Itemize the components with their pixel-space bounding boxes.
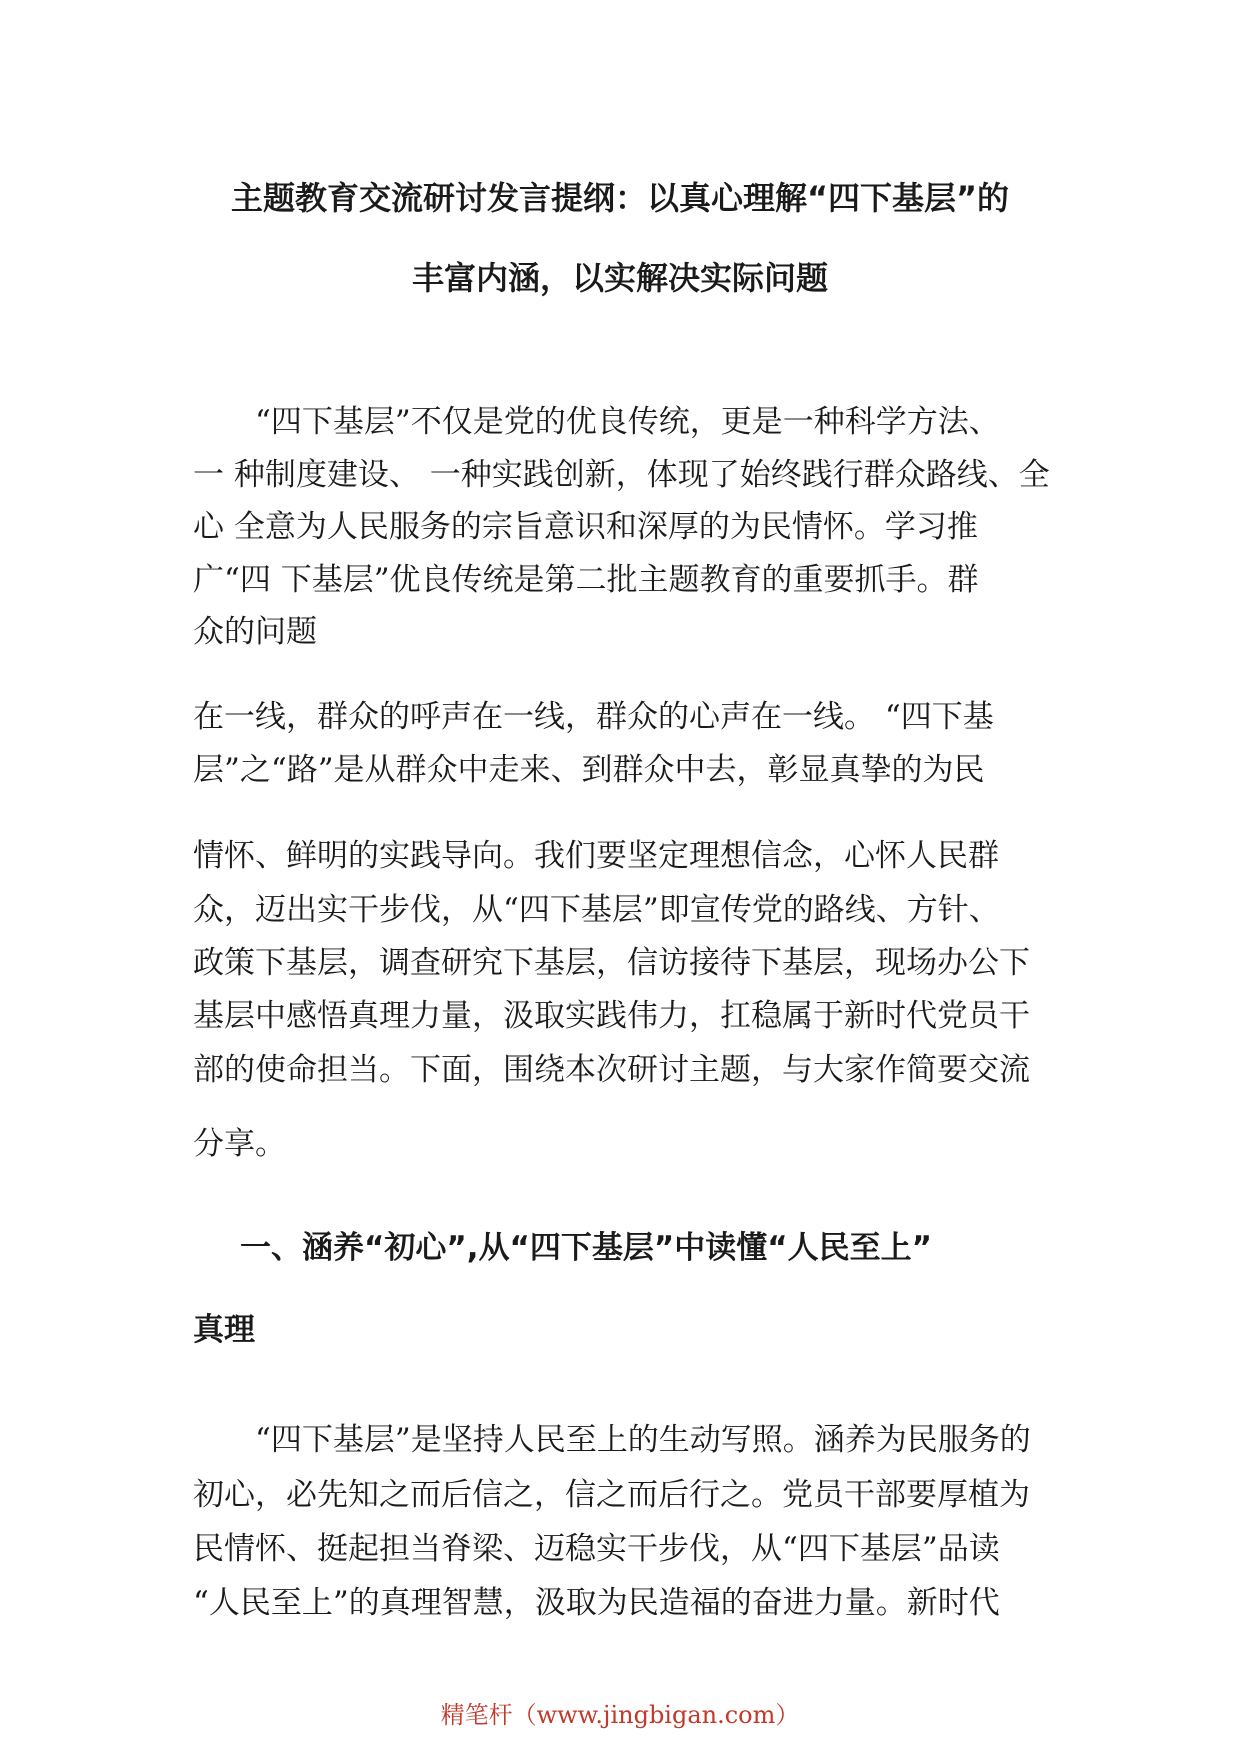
paragraph-1-line-1: “四下基层”不仅是党的优良传统，更是一种科学方法、: [255, 404, 1000, 440]
paragraph-2-line-4: “人民至上”的真理智慧，汲取为民造福的奋进力量。新时代: [193, 1585, 1000, 1621]
document-title-line-2: 丰富内涵，以实解决实际问题: [411, 259, 828, 297]
paragraph-1-line-3: 心 全意为人民服务的宗旨意识和深厚的为民情怀。学习推: [193, 509, 978, 545]
paragraph-1-line-10: 政策下基层，调查研究下基层，信访接待下基层，现场办公下: [193, 945, 1030, 981]
paragraph-1-line-9: 众，迈出实干步伐，从“四下基层”即宣传党的路线、方针、: [193, 892, 1000, 928]
paragraph-2-line-3: 民情怀、挺起担当脊梁、迈稳实干步伐，从“四下基层”品读: [193, 1531, 1000, 1567]
paragraph-1-line-5: 众的问题: [193, 614, 317, 650]
document-title-line-1: 主题教育交流研讨发言提纲：以真心理解“四下基层”的: [230, 179, 1010, 217]
paragraph-1-line-11: 基层中感悟真理力量，汲取实践伟力，扛稳属于新时代党员干: [193, 998, 1030, 1034]
paragraph-1-line-8: 情怀、鲜明的实践导向。我们要坚定理想信念，心怀人民群: [193, 838, 999, 874]
paragraph-2-line-1: “四下基层”是坚持人民至上的生动写照。涵养为民服务的: [255, 1422, 1031, 1458]
paragraph-1-line-7: 层”之“路”是从群众中走来、到群众中去，彰显真挚的为民: [193, 752, 985, 788]
footer-watermark: 精笔杆（www.jingbigan.com）: [440, 1701, 800, 1729]
section-heading-1-line-1: 一、涵养“初心”,从“四下基层”中读懂“人民至上”: [240, 1230, 933, 1266]
paragraph-1-line-13: 分享。: [193, 1126, 286, 1162]
paragraph-2-line-2: 初心，必先知之而后信之，信之而后行之。党员干部要厚植为: [193, 1477, 1030, 1513]
paragraph-1-line-2: 一 种制度建设、 一种实践创新，体现了始终践行群众路线、全: [193, 457, 1050, 493]
section-heading-1-line-2: 真理: [193, 1312, 255, 1348]
paragraph-1-line-6: 在一线，群众的呼声在一线，群众的心声在一线。 “四下基: [193, 699, 994, 735]
paragraph-1-line-4: 广“四 下基层”优良传统是第二批主题教育的重要抓手。群: [193, 562, 979, 598]
paragraph-1-line-12: 部的使命担当。下面，围绕本次研讨主题，与大家作简要交流: [193, 1052, 1030, 1088]
